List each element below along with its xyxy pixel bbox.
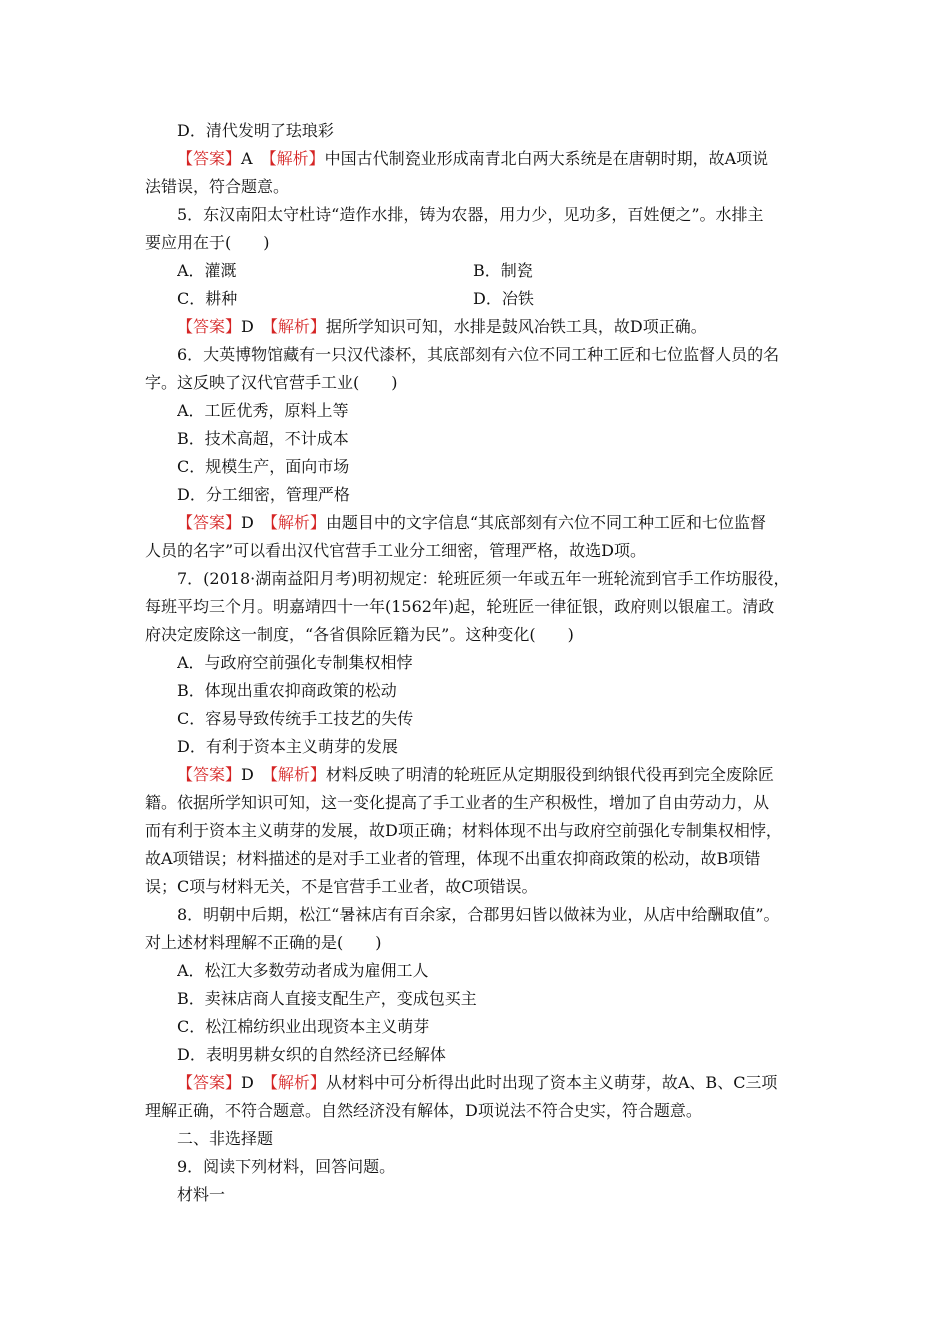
q8-option-c: C．松江棉纺织业出现资本主义萌芽 xyxy=(177,1017,430,1036)
q7-option-b: B．体现出重农抑商政策的松动 xyxy=(177,681,397,700)
q7-option-a: A．与政府空前强化专制集权相悖 xyxy=(177,653,413,672)
q7-answer: D xyxy=(241,765,254,784)
q4-answer-line xyxy=(177,149,857,169)
q7-analysis-1: 材料反映了明清的轮班匠从定期服役到纳银代役再到完全废除匠 xyxy=(325,765,774,784)
q5-option-b: B．制瓷 xyxy=(473,261,533,280)
q4-analysis-1: 中国古代制瓷业形成南青北白两大系统是在唐朝时期，故A项说 xyxy=(324,149,769,168)
analysis-tag: 【解析】 xyxy=(268,149,325,168)
q7-analysis-3: 而有利于资本主义萌芽的发展，故D项正确；材料体现不出与政府空前强化专制集权相悖， xyxy=(145,821,782,840)
q7-stem-1: 7．(2018·湖南益阳月考)明初规定：轮班匠须一年或五年一班轮流到官手工作坊服役， xyxy=(177,569,790,588)
q6-answer-line xyxy=(177,513,857,533)
q7-analysis-5: 误；C项与材料无关，不是官营手工业者，故C项错误。 xyxy=(145,877,538,896)
q8-option-b: B．卖袜店商人直接支配生产，变成包买主 xyxy=(177,989,477,1008)
q7-analysis-4: 故A项错误；材料描述的是对手工业者的管理，体现不出重农抑商政策的松动，故B项错 xyxy=(145,849,761,868)
q6-stem-1: 6．大英博物馆藏有一只汉代漆杯，其底部刻有六位不同工种工匠和七位监督人员的名 xyxy=(177,345,780,364)
q4-option-d: D．清代发明了珐琅彩 xyxy=(177,121,334,140)
analysis-tag: 【解析】 xyxy=(269,765,326,784)
analysis-tag: 【解析】 xyxy=(269,317,326,336)
q8-stem-1: 8．明朝中后期，松江“暑袜店有百余家，合郡男妇皆以做袜为业，从店中给酬取值”。 xyxy=(177,905,780,924)
answer-tag: 【答案】 xyxy=(177,149,242,168)
q6-option-a: A．工匠优秀，原料上等 xyxy=(177,401,349,420)
q5-option-c: C．耕种 xyxy=(177,289,238,308)
q8-answer: D xyxy=(241,1073,254,1092)
q6-answer: D xyxy=(241,513,254,532)
q5-option-a: A．灌溉 xyxy=(177,261,237,280)
q8-option-d: D．表明男耕女织的自然经济已经解体 xyxy=(177,1045,446,1064)
q6-analysis-1: 由题目中的文字信息“其底部刻有六位不同工种工匠和七位监督 xyxy=(325,513,767,532)
q4-analysis-2: 法错误，符合题意。 xyxy=(145,177,290,196)
q7-option-d: D．有利于资本主义萌芽的发展 xyxy=(177,737,398,756)
q5-analysis-1: 据所学知识可知，水排是鼓风冶铁工具，故D项正确。 xyxy=(325,317,707,336)
q5-stem-2: 要应用在于( ) xyxy=(145,233,270,252)
q5-answer: D xyxy=(241,317,254,336)
q6-analysis-2: 人员的名字”可以看出汉代官营手工业分工细密，管理严格，故选D项。 xyxy=(145,541,647,560)
answer-tag: 【答案】 xyxy=(177,513,242,532)
q8-stem-2: 对上述材料理解不正确的是( ) xyxy=(145,933,382,952)
section-2-title: 二、非选择题 xyxy=(177,1129,274,1148)
q4-answer: A xyxy=(241,149,253,168)
q8-analysis-2: 理解正确，不符合题意。自然经济没有解体，D项说法不符合史实，符合题意。 xyxy=(145,1101,702,1120)
q7-stem-2: 每班平均三个月。明嘉靖四十一年(1562年)起，轮班匠一律征银，政府则以银雇工。清政 xyxy=(145,597,775,616)
answer-tag: 【答案】 xyxy=(177,317,242,336)
q6-stem-2: 字。这反映了汉代官营手工业( ) xyxy=(145,373,398,392)
q5-options-row-1 xyxy=(177,261,857,281)
analysis-tag: 【解析】 xyxy=(269,513,326,532)
q8-analysis-1: 从材料中可分析得出此时出现了资本主义萌芽，故A、B、C三项 xyxy=(325,1073,778,1092)
q9-material-1-label: 材料一 xyxy=(177,1185,226,1204)
q5-options-row-2 xyxy=(177,289,857,309)
q8-answer-line xyxy=(177,1073,857,1093)
q7-answer-line xyxy=(177,765,857,785)
q6-option-c: C．规模生产，面向市场 xyxy=(177,457,350,476)
q5-option-d: D．冶铁 xyxy=(473,289,534,308)
q7-analysis-2: 籍。依据所学知识可知，这一变化提高了手工业者的生产积极性，增加了自由劳动力，从 xyxy=(145,793,770,812)
q8-option-a: A．松江大多数劳动者成为雇佣工人 xyxy=(177,961,429,980)
q7-option-c: C．容易导致传统手工技艺的失传 xyxy=(177,709,414,728)
q7-stem-3: 府决定废除这一制度，“各省俱除匠籍为民”。这种变化( ) xyxy=(145,625,574,644)
q6-option-d: D．分工细密，管理严格 xyxy=(177,485,350,504)
q5-stem-1: 5．东汉南阳太守杜诗“造作水排，铸为农器，用力少，见功多，百姓便之”。水排主 xyxy=(177,205,764,224)
q9-stem-1: 9．阅读下列材料，回答问题。 xyxy=(177,1157,396,1176)
analysis-tag: 【解析】 xyxy=(269,1073,326,1092)
q6-option-b: B．技术高超，不计成本 xyxy=(177,429,349,448)
q5-answer-line xyxy=(177,317,857,337)
answer-tag: 【答案】 xyxy=(177,765,242,784)
answer-tag: 【答案】 xyxy=(177,1073,242,1092)
